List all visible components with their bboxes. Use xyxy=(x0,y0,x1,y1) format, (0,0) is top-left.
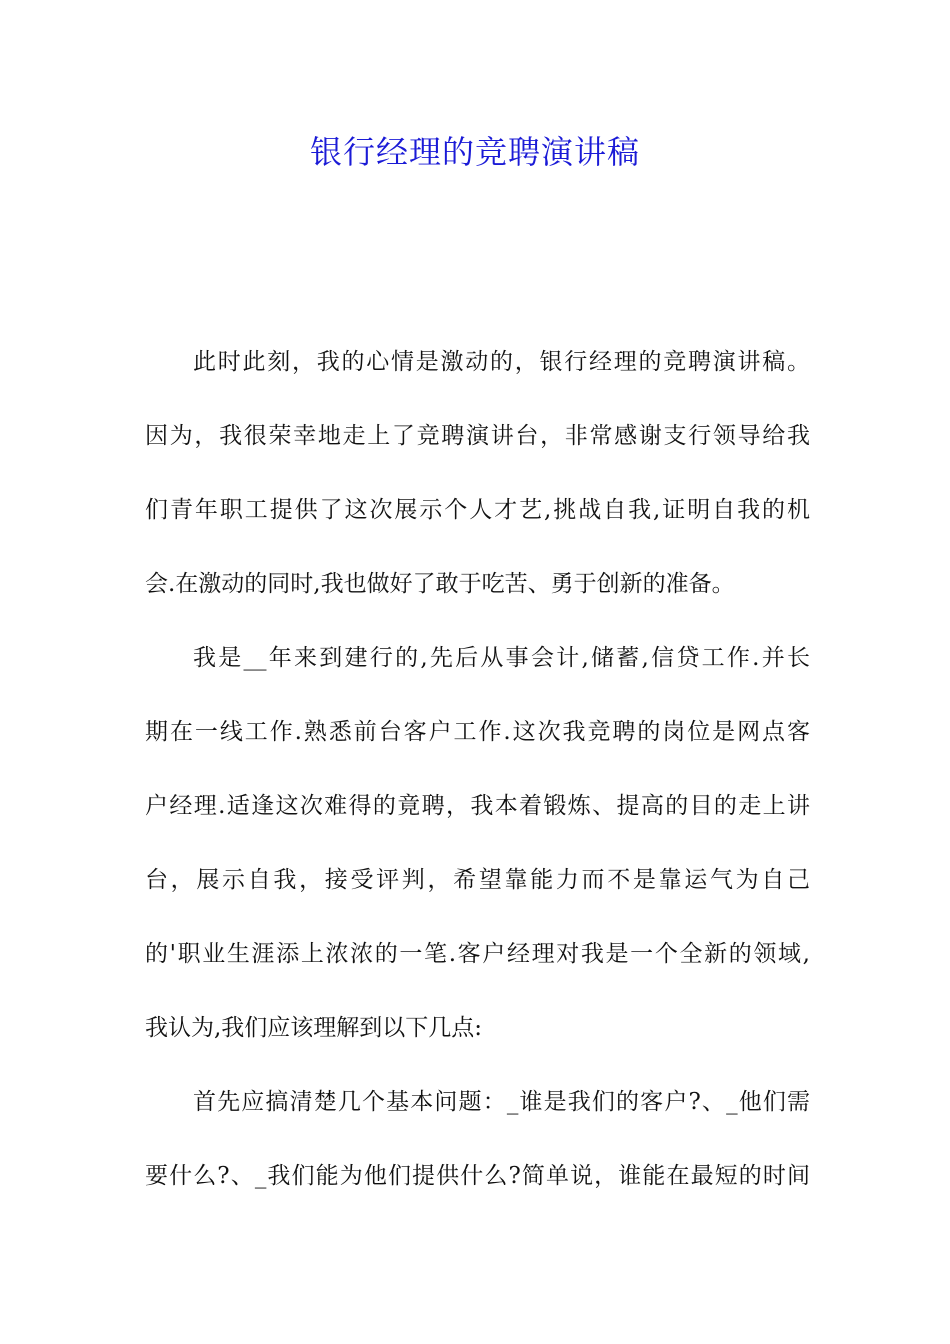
paragraph-line: 此时此刻，我的心情是激动的，银行经理的竞聘演讲稿。 xyxy=(193,349,810,375)
paragraph-line: 台，展示自我，接受评判，希望靠能力而不是靠运气为自己 xyxy=(145,867,810,893)
paragraph-line: 的'职业生涯添上浓浓的一笔.客户经理对我是一个全新的领域, xyxy=(145,941,810,967)
paragraph-line: 期在一线工作.熟悉前台客户工作.这次我竞聘的岗位是网点客 xyxy=(145,719,810,745)
paragraph-line: 我认为,我们应该理解到以下几点: xyxy=(145,1015,483,1041)
paragraph-line: 首先应搞清楚几个基本问题：_谁是我们的客户?、_他们需 xyxy=(193,1089,810,1115)
paragraph-line: 我是__年来到建行的,先后从事会计,储蓄,信贷工作.并长 xyxy=(193,645,810,671)
paragraph-line: 们青年职工提供了这次展示个人才艺,挑战自我,证明自我的机 xyxy=(145,497,810,523)
paragraph-line: 因为，我很荣幸地走上了竞聘演讲台，非常感谢支行领导给我 xyxy=(145,423,810,449)
paragraph-line: 要什么?、_我们能为他们提供什么?简单说，谁能在最短的时间 xyxy=(145,1163,810,1189)
paragraph-line: 户经理.适逢这次难得的竟聘，我本着锻炼、提高的目的走上讲 xyxy=(145,793,810,819)
document-title: 银行经理的竞聘演讲稿 xyxy=(309,133,640,171)
paragraph-line: 会.在激动的同时,我也做好了敢于吃苦、勇于创新的准备。 xyxy=(145,571,735,597)
